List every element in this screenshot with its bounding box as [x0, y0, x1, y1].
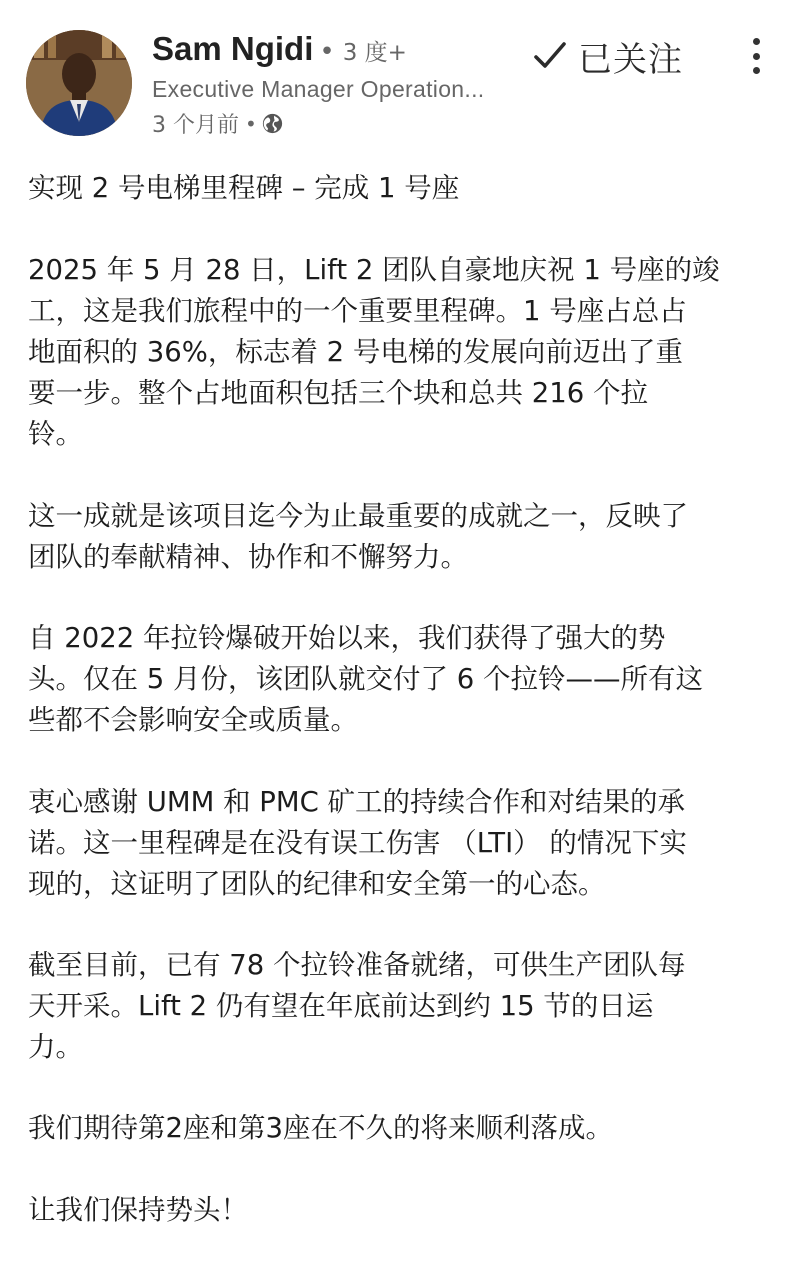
follow-label: 已关注	[578, 40, 683, 79]
more-dot	[753, 53, 760, 60]
paragraph-4	[28, 782, 776, 905]
paragraph-line: 2025 年 5 月 28 日，Lift 2 团队自豪地庆祝 1 号座的竣	[28, 254, 720, 286]
paragraph-line: 衷心感谢 UMM 和 PMC 矿工的持续合作和对结果的承	[28, 786, 686, 818]
avatar[interactable]	[26, 30, 132, 136]
paragraph-2	[28, 496, 776, 578]
author-headline[interactable]: Executive Manager Operation...	[152, 76, 485, 102]
paragraph-line: 现的，这证明了团队的纪律和安全第一的心态。	[28, 868, 606, 900]
time-separator: •	[245, 111, 257, 136]
author-name-line	[152, 30, 407, 74]
name-separator: •	[319, 37, 335, 67]
globe-icon	[262, 113, 283, 134]
paragraph-line: 截至目前，已有 78 个拉铃准备就绪，可供生产团队每	[28, 949, 686, 981]
paragraph-6	[28, 1108, 776, 1149]
post-time: 3 个月前	[152, 113, 239, 138]
paragraph-1	[28, 250, 776, 455]
paragraph-line: 力。	[28, 1031, 83, 1063]
paragraph-line: 团队的奉献精神、协作和不懈努力。	[28, 541, 468, 573]
check-icon	[532, 38, 568, 74]
author-name[interactable]: Sam Ngidi	[152, 30, 314, 67]
paragraph-line: 诺。这一里程碑是在没有误工伤害 （LTI） 的情况下实	[28, 827, 687, 859]
profile-photo	[26, 30, 132, 136]
paragraph-5	[28, 945, 776, 1068]
more-dot	[753, 67, 760, 74]
paragraph-line: 我们期待第2座和第3座在不久的将来顺利落成。	[28, 1112, 613, 1144]
paragraph-line: 地面积的 36%，标志着 2 号电梯的发展向前迈出了重	[28, 336, 683, 368]
more-dot	[753, 38, 760, 45]
paragraph-line: 要一步。整个占地面积包括三个块和总共 216 个拉	[28, 377, 648, 409]
post-title: 实现 2 号电梯里程碑 – 完成 1 号座	[28, 172, 460, 204]
paragraph-line: 让我们保持势头！	[28, 1194, 248, 1226]
paragraph-line: 些都不会影响安全或质量。	[28, 704, 358, 736]
paragraph-line: 头。仅在 5 月份，该团队就交付了 6 个拉铃——所有这	[28, 663, 703, 695]
paragraph-line: 天开采。Lift 2 仍有望在年底前达到约 15 节的日运	[28, 990, 654, 1022]
follow-button[interactable]	[532, 32, 683, 80]
connection-degree: 3 度+	[342, 40, 407, 66]
paragraph-line: 铃。	[28, 418, 83, 450]
post-body	[28, 168, 776, 1231]
post-meta	[152, 108, 283, 139]
post-header	[0, 0, 800, 150]
paragraph-line: 工，这是我们旅程中的一个重要里程碑。1 号座占总占	[28, 295, 687, 327]
paragraph-line: 这一成就是该项目迄今为止最重要的成就之一，反映了	[28, 500, 688, 532]
paragraph-3	[28, 618, 776, 741]
paragraph-7	[28, 1190, 776, 1231]
paragraph-line: 自 2022 年拉铃爆破开始以来，我们获得了强大的势	[28, 622, 666, 654]
more-vertical-icon[interactable]	[738, 34, 774, 78]
